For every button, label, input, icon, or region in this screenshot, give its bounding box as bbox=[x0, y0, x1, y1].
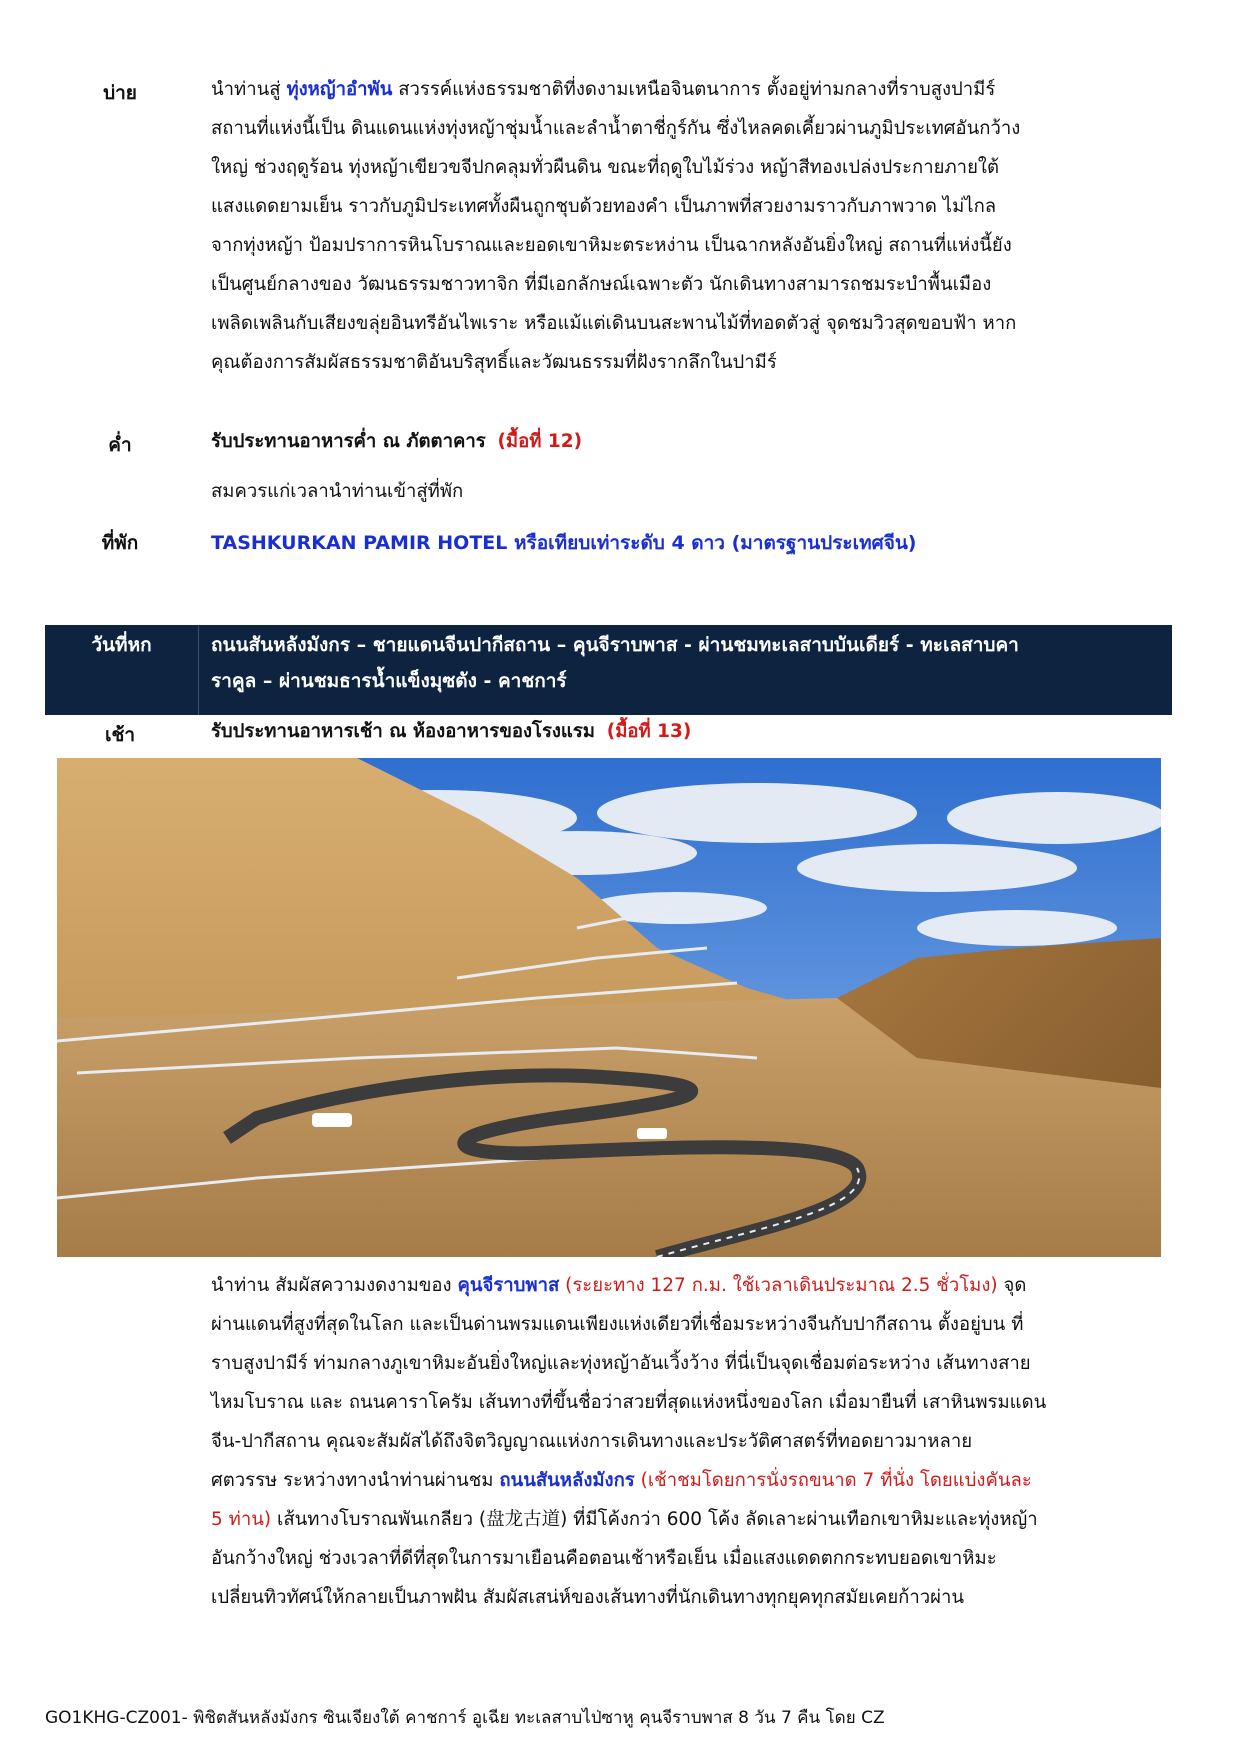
white-suv-2 bbox=[637, 1128, 667, 1139]
text-line: ไหมโบราณ และ ถนนคาราโครัม เส้นทางที่ขึ้นชื่อว่าสวยที่สุดแห่งหนึ่งของโลก เมื่อมายืนที่ เสาหินพรมแดน bbox=[211, 1392, 1047, 1413]
mountain-road-photo bbox=[57, 758, 1161, 1257]
text-line: คุณต้องการสัมผัสธรรมชาติอันบริสุทธิ์และวัฒนธรรมที่ฝังรากลึกในปามีร์ bbox=[211, 352, 777, 373]
mountain-road-illustration bbox=[57, 758, 1161, 1257]
breakfast-meal-number: (มื้อที่ 13) bbox=[606, 721, 692, 742]
page-footer: GO1KHG-CZ001- พิชิตสันหลังมังกร ซินเจียงใต้ คาชการ์ อูเฉีย ทะเลสาบไป่ซาหู คุนจีราบพาส 8 วัน 7 คืน โดย CZ bbox=[45, 1708, 885, 1728]
hotel-label: ที่พัก bbox=[101, 532, 139, 554]
vehicle-note-cont: 5 ท่าน) bbox=[211, 1509, 272, 1530]
white-suv-1 bbox=[312, 1113, 352, 1127]
distance-note: (ระยะทาง 127 ก.ม. ใช้เวลาเดินประมาณ 2.5 ชั่วโมง) bbox=[559, 1275, 998, 1296]
text-line: ใหญ่ ช่วงฤดูร้อน ทุ่งหญ้าเขียวขจีปกคลุมทั่วผืนดิน ขณะที่ฤดูใบไม้ร่วง หญ้าสีทองเปล่งประกายภายใต้ bbox=[211, 157, 999, 178]
day-header-band bbox=[45, 625, 1172, 715]
hotel-name: TASHKURKAN PAMIR HOTEL หรือเทียบเท่าระดับ 4 ดาว (มาตรฐานประเทศจีน) bbox=[211, 532, 917, 554]
text-line: ผ่านแดนที่สูงที่สุดในโลก และเป็นด่านพรมแดนเพียงแห่งเดียวที่เชื่อมระหว่างจีนกับปากีสถาน ตั้งอยู่บน ที่ bbox=[211, 1314, 1024, 1335]
day-route bbox=[211, 627, 1166, 699]
breakfast-label: เช้า bbox=[104, 724, 136, 746]
amber-grassland-highlight: ทุ่งหญ้าอำพัน bbox=[286, 79, 393, 100]
day-label: วันที่หก bbox=[91, 634, 152, 656]
breakfast-line bbox=[211, 712, 1166, 751]
text-line: นำท่านสู่ ทุ่งหญ้าอำพัน สวรรค์แห่งธรรมชาติที่งดงามเหนือจินตนาการ ตั้งอยู่ท่ามกลางที่ราบสูงปามีร์ bbox=[211, 79, 996, 100]
text-line: 5 ท่าน) เส้นทางโบราณพันเกลียว (盘龙古道) ที่มีโค้งกว่า 600 โค้ง ลัดเลาะผ่านเทือกเขาหิมะและทุ่งหญ้า bbox=[211, 1509, 1038, 1530]
text-line: สถานที่แห่งนี้เป็น ดินแดนแห่งทุ่งหญ้าชุ่มน้ำและลำน้ำตาชี่กูร์กัน ซึ่งไหลคดเคี้ยวผ่านภูมิประเทศอันกว้าง bbox=[211, 118, 1021, 139]
text-line: จีน-ปากีสถาน คุณจะสัมผัสได้ถึงจิตวิญญาณแห่งการเดินทางและประวัติศาสตร์ที่ทอดยาวมาหลาย bbox=[211, 1431, 973, 1452]
dinner-label: ค่ำ bbox=[108, 434, 132, 456]
text-line: แสงแดดยามเย็น ราวกับภูมิประเทศทั้งผืนถูกชุบด้วยทองคำ เป็นภาพที่สวยงามราวกับภาพวาด ไม่ไกล bbox=[211, 196, 997, 217]
text-line: นำท่าน สัมผัสความงดงามของ คุนจีราบพาส (ระยะทาง 127 ก.ม. ใช้เวลาเดินประมาณ 2.5 ชั่วโมง) จุด bbox=[211, 1275, 1027, 1296]
route-line: ถนนสันหลังมังกร – ชายแดนจีนปากีสถาน – คุนจีราบพาส - ผ่านชมทะเลสาบบันเดียร์ - ทะเลสาบคา bbox=[211, 634, 1019, 656]
afternoon-paragraph bbox=[211, 70, 1166, 382]
text-line: อันกว้างใหญ่ ช่วงเวลาที่ดีที่สุดในการมาเยือนคือตอนเช้าหรือเย็น เมื่อแสงแดดตกกระทบยอดเขาหิมะ bbox=[211, 1548, 997, 1569]
afternoon-label: บ่าย bbox=[103, 82, 137, 104]
vehicle-note: (เช้าชมโดยการนั่งรถขนาด 7 ที่นั่ง โดยแบ่งคันละ bbox=[634, 1470, 1032, 1491]
khunjerab-paragraph bbox=[211, 1266, 1166, 1617]
route-line: ราคูล – ผ่านชมธารน้ำแข็งมุซตัง - คาชการ์ bbox=[211, 670, 567, 692]
dinner-note: สมควรแก่เวลานำท่านเข้าสู่ที่พัก bbox=[211, 481, 464, 502]
text-line: เพลิดเพลินกับเสียงขลุ่ยอินทรีอันไพเราะ หรือแม้แต่เดินบนสะพานไม้ที่ทอดตัวสู่ จุดชมวิวสุดขอบฟ้า หาก bbox=[211, 313, 1017, 334]
breakfast-text: รับประทานอาหารเช้า ณ ห้องอาหารของโรงแรม bbox=[211, 721, 595, 742]
text-line: ราบสูงปามีร์ ท่ามกลางภูเขาหิมะอันยิ่งใหญ่และทุ่งหญ้าอันเวิ้งว้าง ที่นี่เป็นจุดเชื่อมต่อระหว่าง เส้นทางสาย bbox=[211, 1353, 1031, 1374]
text-line: ศตวรรษ ระหว่างทางนำท่านผ่านชม ถนนสันหลังมังกร (เช้าชมโดยการนั่งรถขนาด 7 ที่นั่ง โดยแบ่งคันละ bbox=[211, 1470, 1032, 1491]
text-line: เป็นศูนย์กลางของ วัฒนธรรมชาวทาจิก ที่มีเอกลักษณ์เฉพาะตัว นักเดินทางสามารถชมระบำพื้นเมือง bbox=[211, 274, 992, 295]
band-divider bbox=[198, 625, 199, 715]
khunjerab-pass-highlight: คุนจีราบพาส bbox=[457, 1275, 560, 1296]
text-line: เปลี่ยนทิวทัศน์ให้กลายเป็นภาพฝัน สัมผัสเสน่ห์ของเส้นทางที่นักเดินทางทุกยุคทุกสมัยเคยก้าวผ่าน bbox=[211, 1587, 965, 1608]
dinner-meal-number: (มื้อที่ 12) bbox=[497, 431, 583, 452]
text-line: จากทุ่งหญ้า ป้อมปราการหินโบราณและยอดเขาหิมะตระหง่าน เป็นฉากหลังอันยิ่งใหญ่ สถานที่แห่งนี้ยัง bbox=[211, 235, 1012, 256]
dinner-line bbox=[211, 422, 1166, 461]
dinner-text: รับประทานอาหารค่ำ ณ ภัตตาคาร bbox=[211, 431, 486, 452]
dragon-spine-road-highlight: ถนนสันหลังมังกร bbox=[499, 1470, 635, 1491]
